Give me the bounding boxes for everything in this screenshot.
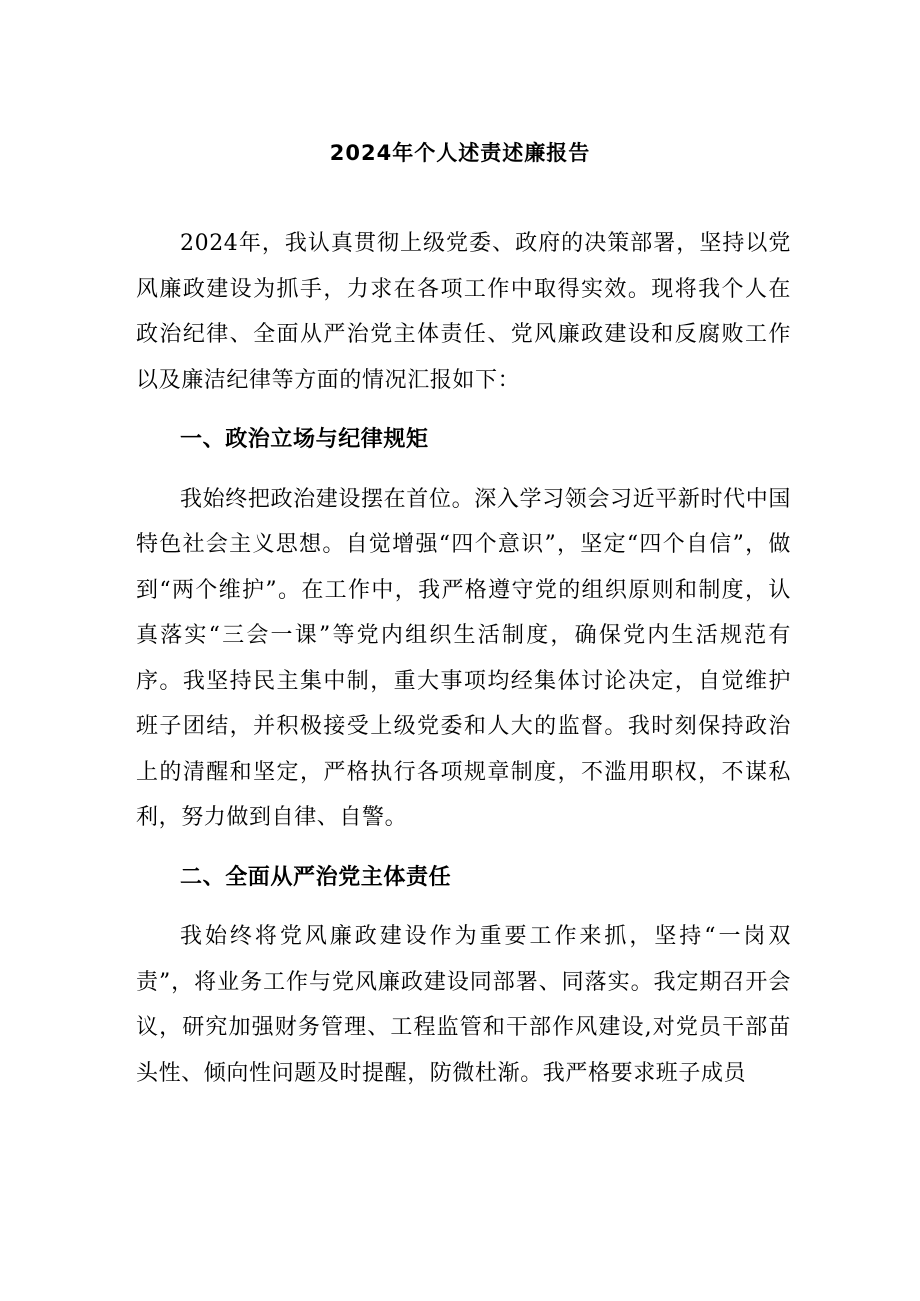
document-title: 2024年个人述责述廉报告 (329, 141, 591, 165)
section-2-paragraph: 我始终将党风廉政建设作为重要工作来抓，坚持“一岗双责”，将业务工作与党风廉政建设同部署、同落实。我定期召开会议，研究加强财务管理、工程监管和干部作风建设,对党员干部苗头性、倾向性问题及时提醒，防微杜渐。我严格要求班子成员 (136, 924, 791, 1086)
section-1-heading: 一、政治立场与纪律规矩 (180, 427, 429, 452)
document-body (136, 221, 791, 1096)
intro-paragraph: 2024年，我认真贯彻上级党委、政府的决策部署，坚持以党风廉政建设为抓手，力求在各项工作中取得实效。现将我个人在政治纪律、全面从严治党主体责任、党风廉政建设和反腐败工作以及廉洁纪律等方面的情况汇报如下： (136, 231, 791, 393)
section-2-heading: 二、全面从严治党主体责任 (180, 864, 452, 890)
section-1-paragraph: 我始终把政治建设摆在首位。深入学习领会习近平新时代中国特色社会主义思想。自觉增强“四个意识”，坚定“四个自信”，做到“两个维护”。在工作中，我严格遵守党的组织原则和制度，认真落实“三会一课”等党内组织生活制度，确保党内生活规范有序。我坚持民主集中制，重大事项均经集体讨论决定，自觉维护班子团结，并积极接受上级党委和人大的监督。我时刻保持政治上的清醒和坚定，严格执行各项规章制度，不滥用职权，不谋私利，努力做到自律、自警。 (136, 486, 791, 830)
